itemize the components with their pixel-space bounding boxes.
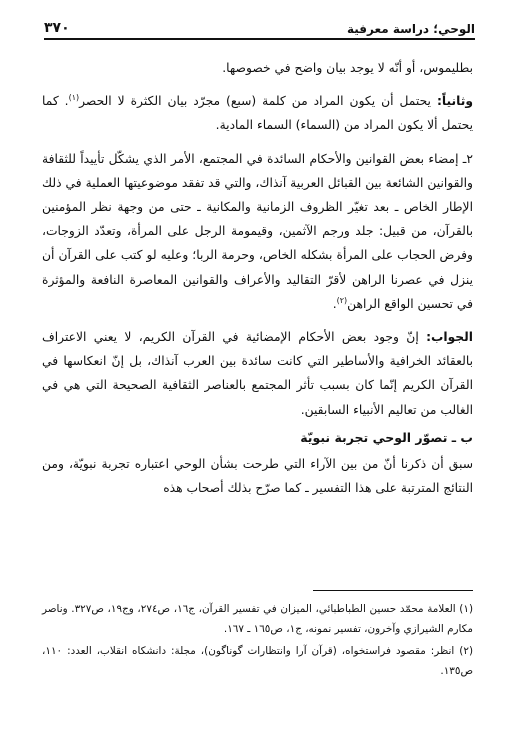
page-header — [44, 14, 475, 40]
point2-text: ٢ـ إمضاء بعض القوانين والأحكام السائدة في المجتمع، الأمر الذي يشكّل تأييداً للثقافة والقوانين الشائعة بين القبائل العربية آنذاك، والتي قد تفقد موضوعيتها العملية في ذلك الإطار الخاص ـ بعد تغيّر الظروف الزمانية والمكانية ـ حتى من وجهة نظر المؤمنين بالقرآن، من قبيل: جلد ورجم الآثمين، وقيمومة الرجل على المرأة، وتعدّد الزوجات، وفرض الحجاب على المرأة بشكله الخاص، وحرمة الربا؛ وعليه لو كتب على القرآن أن ينزل في عصرنا الراهن لأقرّ التقاليد والأعراف والقوانين المعاصرة النافعة والمؤثرة في تحسين الواقع الراهن — [42, 151, 473, 311]
paragraph-last — [42, 452, 473, 500]
paragraph-continuation — [42, 56, 473, 80]
footnote-2: (٢) انظر: مقصود فراستخواه، (قرآن آرا وانتظارات گوناگون)، مجلة: دانشكاه انقلاب، العدد: ١١٠، ص١٣٥. — [42, 645, 473, 677]
footnotes — [42, 600, 473, 684]
second-label: وثانياً: — [436, 94, 473, 109]
page-number: ٣٧٠ — [44, 20, 70, 36]
line-text: بطليموس، أو أنّه لا يوجد بيان واضح في خصوصها. — [222, 61, 473, 75]
second-text: يحتمل أن يكون المراد من كلمة (سبع) مجرّد بيان الكثرة لا الحصر — [79, 94, 437, 109]
answer-text: إنّ وجود بعض الأحكام الإمضائية في القرآن الكريم، لا يعني الاعتراف بالعقائد الخرافية والأساطير التي كانت سائدة بين العرب آنذاك، بل إنّ انعكاسها في القرآن الكريم إنّما كان بسبب تأثر المجتمع بالعناصر الثقافية الصحيحة التي هي في الغالب من تعاليم الأنبياء السابقين. — [42, 330, 473, 417]
footnote-ref-2: (٢) — [336, 295, 348, 305]
paragraph-second — [42, 89, 473, 137]
last-text: سبق أن ذكرنا أنّ من بين الآراء التي طرحت بشأن الوحي اعتباره تجربة نبويّة، ومن النتائج المترتبة على هذا التفسير ـ كما صرّح بذلك أصحاب هذه — [42, 457, 473, 496]
section-heading: ب ـ تصوّر الوحي تجربة نبويّة — [300, 429, 473, 445]
footnote-1: (١) العلامة محمّد حسين الطباطبائي، الميزان في تفسير القرآن، ج١٦، ص٢٧٤، وج١٩، ص٣٢٧. وناصر مكارم الشيرازي وآخرون، تفسير نمونه، ج١، ص١٦٥ ـ ١٦٧. — [42, 603, 473, 635]
footnote-ref-1: (١) — [68, 93, 80, 103]
second-tail: . كما يحتمل ألا يكون المراد من (السماء) السماء المادية. — [42, 94, 473, 133]
paragraph-answer — [42, 325, 473, 422]
running-title: الوحي؛ دراسة معرفية — [346, 22, 475, 36]
answer-label: الجواب: — [426, 330, 473, 345]
body-text — [42, 56, 473, 500]
point2-tail: . — [332, 296, 337, 311]
footnote-divider — [313, 590, 473, 591]
paragraph-point-2 — [42, 147, 473, 316]
